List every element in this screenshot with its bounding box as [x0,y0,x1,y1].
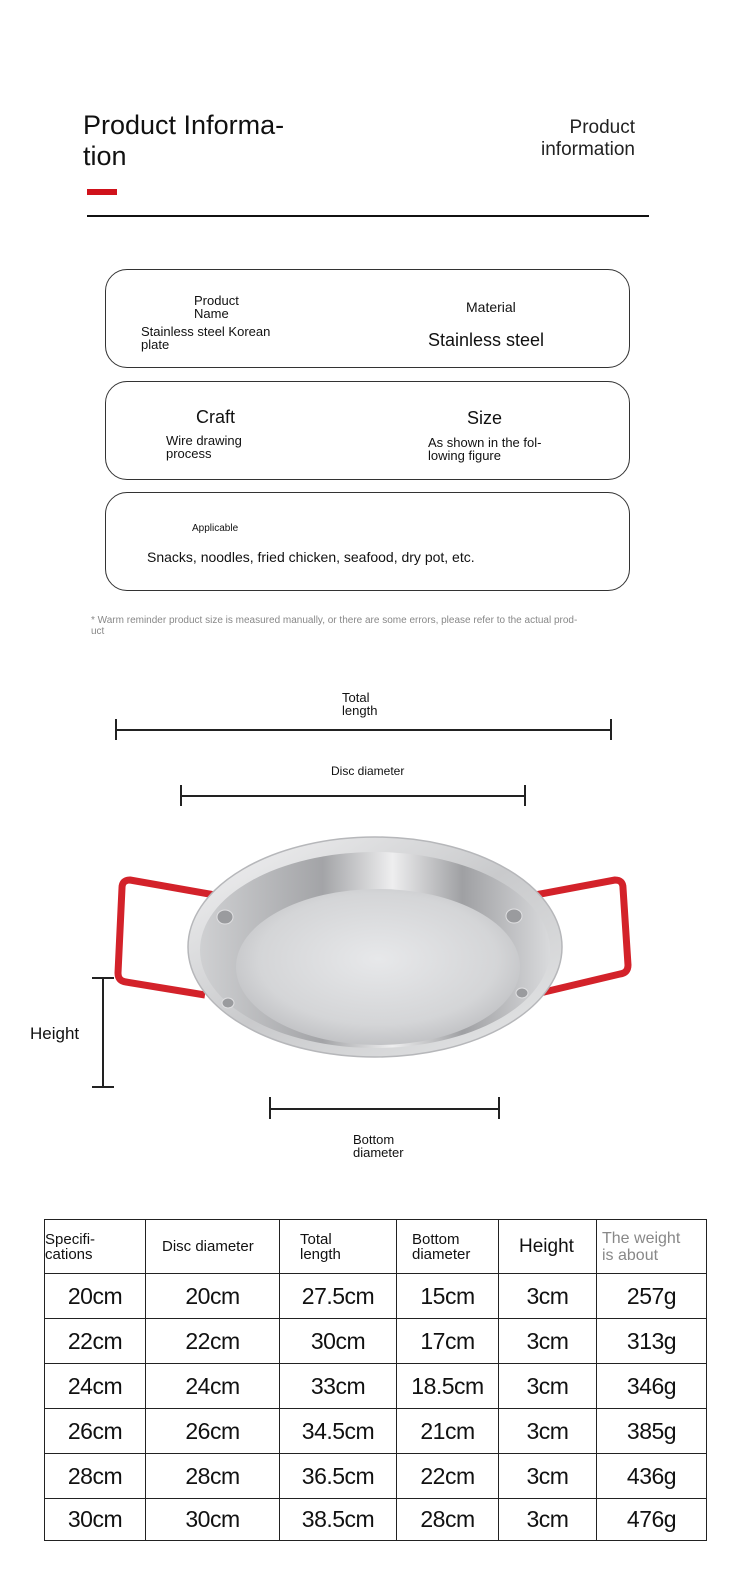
bottom-diameter-line [270,1108,499,1110]
header-text: The weight [602,1229,681,1247]
table-row [45,1364,707,1409]
material-label: Material [466,299,516,315]
material-value: Stainless steel [428,330,545,350]
header-weight [597,1220,707,1274]
total-length-line-1: Total [342,690,370,705]
total-length-tick-right [610,719,612,740]
disc-diameter-tick-left [180,785,182,806]
table-cell: 436g [597,1454,707,1499]
table-cell: 27.5cm [280,1274,397,1319]
rivet-icon [506,909,522,923]
table-cell: 22cm [397,1454,499,1499]
header-text: Height [519,1236,574,1257]
total-length-label [342,691,377,717]
table-row [45,1319,707,1364]
table-cell: 38.5cm [280,1499,397,1541]
page-title-line-1: Product Informa- [83,110,285,140]
table-cell: 36.5cm [280,1454,397,1499]
height-label: Height [30,1024,80,1043]
page-title-line-2: tion [83,141,127,171]
table-cell: 3cm [499,1499,597,1541]
table-cell: 3cm [499,1319,597,1364]
header-specifications [45,1220,146,1274]
rivet-icon [516,988,528,998]
applicable-value: Snacks, noodles, fried chicken, seafood, dry pot, etc. [147,549,475,565]
bottom-diameter-tick-right [498,1097,500,1119]
disc-diameter-label: Disc diameter [331,764,405,778]
size-label: Size [467,408,503,428]
craft-value [166,434,242,460]
table-header-row [45,1220,707,1274]
table-cell: 24cm [146,1364,280,1409]
table-cell: 26cm [45,1409,146,1454]
table-cell: 385g [597,1409,707,1454]
page-subtitle [515,117,635,161]
table-row [45,1499,707,1541]
table-cell: 3cm [499,1364,597,1409]
table-cell: 34.5cm [280,1409,397,1454]
table-cell: 30cm [45,1499,146,1541]
warm-reminder-note [91,615,631,637]
disc-diameter-tick-right [524,785,526,806]
note-line-2: uct [91,626,105,637]
page-title [83,110,323,172]
table-cell: 33cm [280,1364,397,1409]
table-cell: 20cm [146,1274,280,1319]
page-subtitle-line-1: Product [569,117,635,138]
table-cell: 3cm [499,1409,597,1454]
product-name-value [141,325,270,351]
info-card-craft-size [105,381,630,480]
table-cell: 30cm [280,1319,397,1364]
page-subtitle-line-2: information [541,139,635,160]
total-length-line-2: length [342,703,378,718]
header-text: length [300,1245,341,1263]
header-height [499,1220,597,1274]
header-text: diameter [412,1245,471,1263]
craft-value-line-2: process [166,446,212,461]
pan-bottom [236,889,520,1045]
table-cell: 20cm [45,1274,146,1319]
table-cell: 21cm [397,1409,499,1454]
header-text: Disc diameter [162,1238,254,1255]
bottom-diameter-line-2: diameter [353,1145,404,1160]
size-value-line-1: As shown in the fol- [428,435,542,450]
size-value-line-2: lowing figure [428,448,501,463]
header-total-length [280,1220,397,1274]
table-cell: 24cm [45,1364,146,1409]
table-cell: 22cm [45,1319,146,1364]
table-cell: 30cm [146,1499,280,1541]
table-row [45,1454,707,1499]
rivet-icon [222,998,234,1008]
info-card-name-material [105,269,630,368]
rivet-icon [217,910,233,924]
bottom-diameter-tick-left [269,1097,271,1119]
table-cell: 26cm [146,1409,280,1454]
header-text: cations [45,1245,93,1263]
craft-value-line-1: Wire drawing [166,433,242,448]
product-name-value-line-1: Stainless steel Korean [141,324,271,339]
applicable-label: Applicable [192,523,239,534]
total-length-line [116,729,611,731]
product-name-label-line-2: Name [194,306,229,321]
accent-bar [87,189,117,195]
table-cell: 22cm [146,1319,280,1364]
header-text: Bottom [412,1230,460,1248]
bottom-diameter-line-1: Bottom [353,1132,395,1147]
header-divider [87,215,649,217]
disc-diameter-line [181,795,525,797]
table-cell: 17cm [397,1319,499,1364]
product-name-label [194,294,239,320]
craft-label: Craft [196,407,236,427]
spec-table [44,1219,707,1541]
table-cell: 3cm [499,1454,597,1499]
table-cell: 28cm [397,1499,499,1541]
table-cell: 18.5cm [397,1364,499,1409]
table-cell: 476g [597,1499,707,1541]
header-text: Total [300,1230,332,1248]
total-length-tick-left [115,719,117,740]
table-row [45,1409,707,1454]
header-bottom-diameter [397,1220,499,1274]
table-cell: 313g [597,1319,707,1364]
table-cell: 28cm [45,1454,146,1499]
table-cell: 15cm [397,1274,499,1319]
table-cell: 346g [597,1364,707,1409]
header-text: is about [602,1246,659,1264]
table-cell: 257g [597,1274,707,1319]
height-line [102,977,104,1087]
product-name-label-line-1: Product [194,293,239,308]
table-cell: 28cm [146,1454,280,1499]
size-value [428,436,541,462]
height-tick-bottom [92,1086,114,1088]
pan-illustration [110,825,640,1075]
table-row [45,1274,707,1319]
header-text: Specifi- [45,1230,96,1248]
bottom-diameter-label [353,1133,404,1159]
product-name-value-line-2: plate [141,337,170,352]
info-card-applicable [105,492,630,591]
header-disc-diameter [146,1220,280,1274]
table-cell: 3cm [499,1274,597,1319]
note-line-1: * Warm reminder product size is measured manually, or there are some errors, please refer to the actual prod- [91,615,578,626]
